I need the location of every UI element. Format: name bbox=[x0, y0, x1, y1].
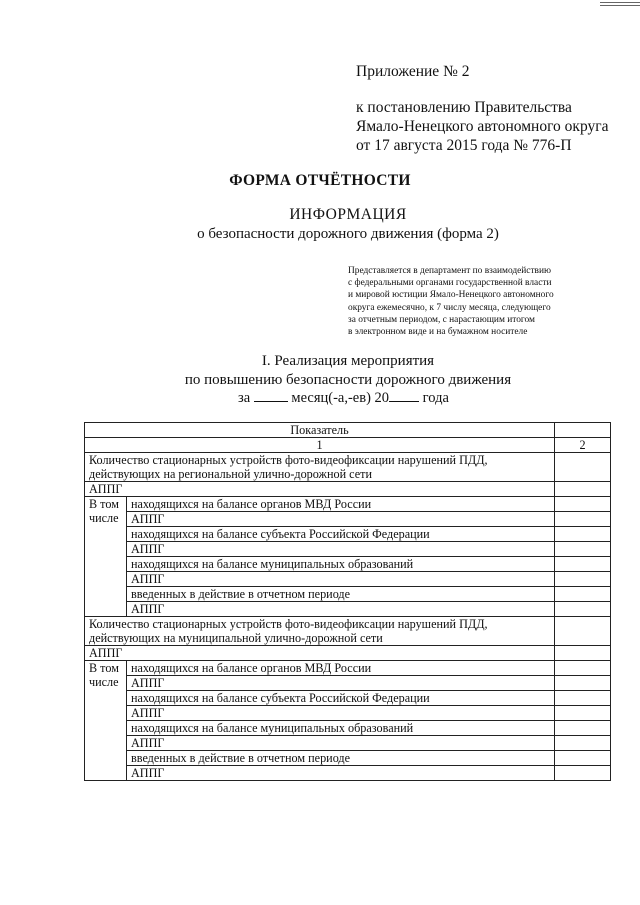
header-value-cell bbox=[555, 423, 611, 438]
including-line: числе bbox=[89, 511, 119, 525]
value-cell[interactable] bbox=[555, 766, 611, 781]
report-table-wrap bbox=[84, 422, 610, 781]
including-label bbox=[85, 497, 127, 617]
including-line: числе bbox=[89, 675, 119, 689]
value-cell[interactable] bbox=[555, 751, 611, 766]
value-cell[interactable] bbox=[555, 617, 611, 646]
row-abbr: АППГ bbox=[127, 766, 555, 781]
value-cell[interactable] bbox=[555, 661, 611, 676]
block-abbr: АППГ bbox=[85, 646, 555, 661]
value-cell[interactable] bbox=[555, 691, 611, 706]
value-cell[interactable] bbox=[555, 706, 611, 721]
value-cell[interactable] bbox=[555, 721, 611, 736]
info-subtitle: о безопасности дорожного движения (форма 2) bbox=[197, 226, 499, 242]
note-line: округа ежемесячно, к 7 числу месяца, следующего bbox=[348, 302, 551, 313]
submission-note bbox=[348, 265, 598, 338]
column-number-2: 2 bbox=[555, 438, 611, 453]
value-cell[interactable] bbox=[555, 736, 611, 751]
section-heading bbox=[0, 352, 640, 389]
period-middle: месяц(-а,-ев) 20 bbox=[291, 390, 390, 406]
value-cell[interactable] bbox=[555, 587, 611, 602]
row-label: находящихся на балансе муниципальных образований bbox=[127, 721, 555, 736]
year-blank[interactable] bbox=[389, 389, 419, 402]
row-label: находящихся на балансе субъекта Российской Федерации bbox=[127, 691, 555, 706]
row-abbr: АППГ bbox=[127, 542, 555, 557]
appendix-title: Приложение № 2 bbox=[356, 63, 470, 80]
value-cell[interactable] bbox=[555, 497, 611, 512]
including-line: В том bbox=[89, 497, 119, 511]
form-title: ФОРМА ОТЧЁТНОСТИ bbox=[229, 172, 411, 189]
block-title-line: Количество стационарных устройств фото-видеофиксации нарушений ПДД, bbox=[89, 617, 488, 631]
row-label: находящихся на балансе органов МВД России bbox=[127, 661, 555, 676]
section-line-1: I. Реализация мероприятия bbox=[261, 353, 435, 369]
value-cell[interactable] bbox=[555, 482, 611, 497]
note-line: с федеральными органами государственной власти bbox=[348, 278, 552, 289]
appendix-block bbox=[356, 62, 608, 155]
header-indicator: Показатель bbox=[85, 423, 555, 438]
info-title: ИНФОРМАЦИЯ bbox=[289, 206, 407, 223]
block-title-line: действующих на муниципальной улично-дорожной сети bbox=[89, 631, 383, 645]
scan-corner-mark bbox=[600, 0, 640, 12]
note-line: Представляется в департамент по взаимодействию bbox=[348, 266, 552, 276]
including-label bbox=[85, 661, 127, 781]
value-cell[interactable] bbox=[555, 602, 611, 617]
note-line: в электронном виде и на бумажном носителе bbox=[348, 327, 528, 338]
note-line: за отчетным периодом, с нарастающим итогом bbox=[348, 314, 535, 325]
row-abbr: АППГ bbox=[127, 736, 555, 751]
appendix-line: к постановлению Правительства bbox=[356, 99, 572, 116]
period-suffix: года bbox=[422, 390, 449, 406]
row-label: находящихся на балансе муниципальных образований bbox=[127, 557, 555, 572]
value-cell[interactable] bbox=[555, 646, 611, 661]
reporting-period bbox=[238, 389, 449, 407]
value-cell[interactable] bbox=[555, 527, 611, 542]
appendix-line: Ямало-Ненецкого автономного округа bbox=[356, 118, 609, 135]
value-cell[interactable] bbox=[555, 512, 611, 527]
period-prefix: за bbox=[238, 390, 251, 406]
row-label: находящихся на балансе органов МВД России bbox=[127, 497, 555, 512]
row-label: находящихся на балансе субъекта Российской Федерации bbox=[127, 527, 555, 542]
including-line: В том bbox=[89, 661, 119, 675]
block-title bbox=[85, 453, 555, 482]
month-blank[interactable] bbox=[254, 389, 288, 402]
row-abbr: АППГ bbox=[127, 706, 555, 721]
value-cell[interactable] bbox=[555, 542, 611, 557]
row-abbr: АППГ bbox=[127, 512, 555, 527]
report-table bbox=[84, 422, 611, 781]
row-label: введенных в действие в отчетном периоде bbox=[127, 751, 555, 766]
value-cell[interactable] bbox=[555, 572, 611, 587]
block-title bbox=[85, 617, 555, 646]
row-abbr: АППГ bbox=[127, 572, 555, 587]
block-abbr: АППГ bbox=[85, 482, 555, 497]
block-title-line: действующих на региональной улично-дорожной сети bbox=[89, 467, 372, 481]
section-line-2: по повышению безопасности дорожного движения bbox=[184, 371, 512, 388]
block-title-line: Количество стационарных устройств фото-видеофиксации нарушений ПДД, bbox=[89, 453, 488, 467]
appendix-line: от 17 августа 2015 года № 776-П bbox=[356, 137, 572, 154]
row-label: введенных в действие в отчетном периоде bbox=[127, 587, 555, 602]
row-abbr: АППГ bbox=[127, 602, 555, 617]
value-cell[interactable] bbox=[555, 557, 611, 572]
row-abbr: АППГ bbox=[127, 676, 555, 691]
value-cell[interactable] bbox=[555, 676, 611, 691]
value-cell[interactable] bbox=[555, 453, 611, 482]
note-line: и мировой юстиции Ямало-Ненецкого автономного bbox=[348, 290, 554, 301]
column-number-1: 1 bbox=[85, 438, 555, 453]
